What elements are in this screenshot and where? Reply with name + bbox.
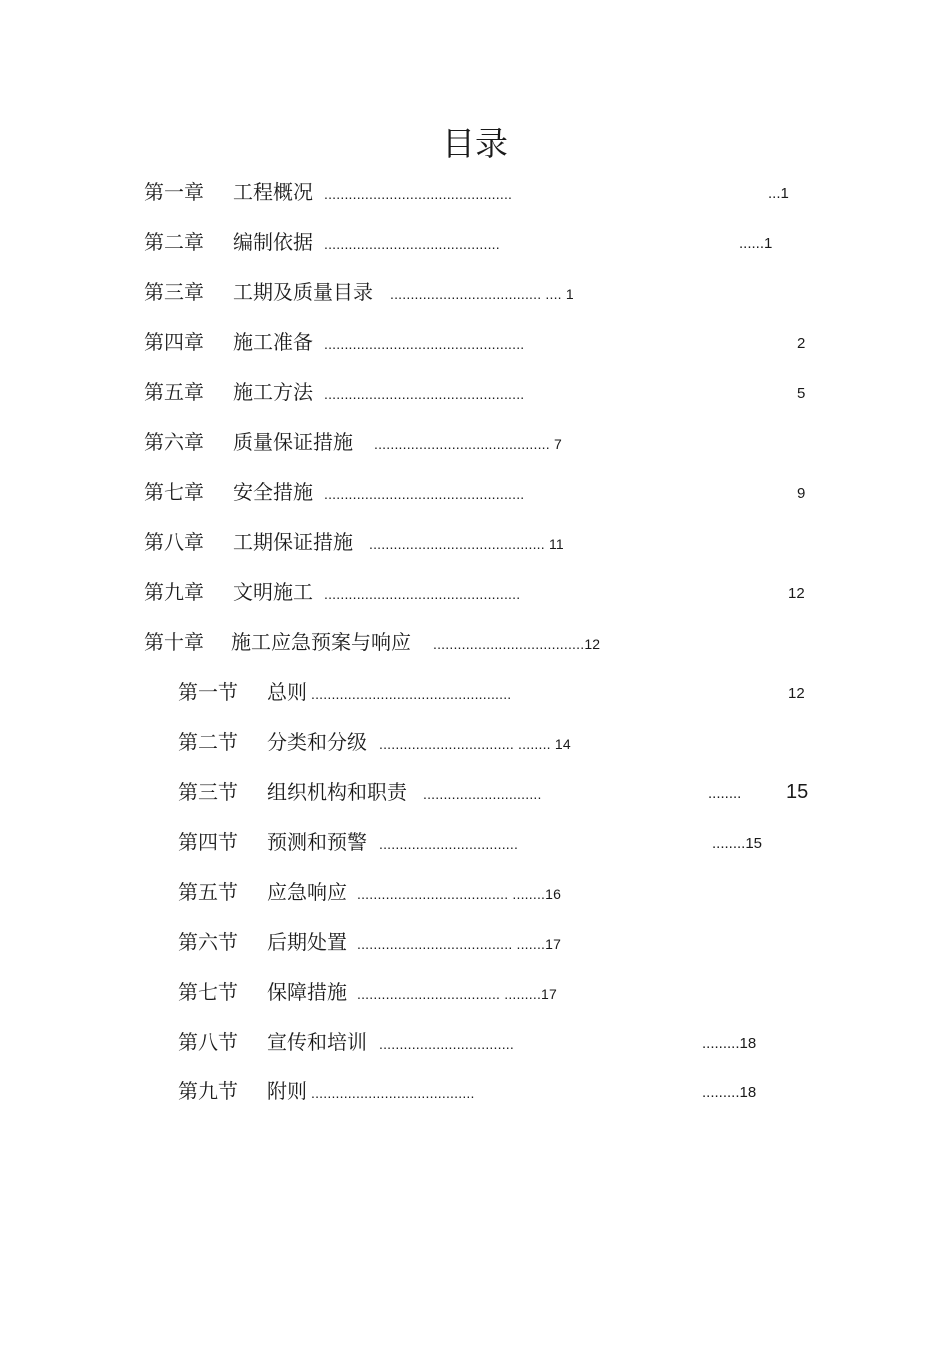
toc-entry-name: 工程概况: [233, 180, 313, 204]
toc-entry-11: [0, 677, 950, 707]
toc-entry-number: 第二节: [178, 730, 238, 754]
toc-entry-number: 第六节: [178, 930, 238, 954]
toc-entry-number: 第三节: [178, 780, 238, 804]
toc-entry-number: 第九章: [144, 580, 204, 604]
toc-entry-18: [0, 1027, 950, 1057]
toc-entry-dots: .....................................12: [433, 636, 601, 652]
toc-entry-number: 第六章: [144, 430, 204, 454]
toc-entry-number: 第八节: [178, 1030, 238, 1054]
toc-entry-dots: ..................................... .... 1: [390, 286, 574, 302]
toc-entry-10: [0, 627, 950, 657]
toc-entry-name: 组织机构和职责: [267, 780, 407, 804]
toc-entry-2: [0, 227, 950, 257]
toc-entry-6: [0, 427, 950, 457]
toc-entry-page: .........18: [702, 1035, 757, 1052]
toc-entry-number: 第四章: [144, 330, 204, 354]
toc-entry-name: 后期处置: [267, 930, 347, 954]
toc-entry-number: 第四节: [178, 830, 238, 854]
toc-entry-dots: ...................................... .......17: [357, 936, 562, 952]
toc-entry-dots: ........................................: [311, 1085, 475, 1101]
toc-entry-name: 分类和分级: [267, 730, 367, 754]
toc-entry-dots: ..............................................: [324, 186, 513, 202]
toc-entry-number: 第二章: [144, 230, 204, 254]
toc-entry-4: [0, 327, 950, 357]
toc-entry-name: 文明施工: [233, 580, 313, 604]
toc-entry-13: [0, 777, 950, 807]
toc-entry-name: 施工方法: [233, 380, 313, 404]
toc-entry-name: 安全措施: [233, 480, 313, 504]
toc-entry-dots-tail: ........: [708, 785, 742, 802]
toc-entry-number: 第五节: [178, 880, 238, 904]
toc-entry-7: [0, 477, 950, 507]
toc-entry-name: 保障措施: [267, 980, 347, 1004]
toc-entry-dots: ........................................... 11: [369, 536, 564, 552]
toc-entry-name: 总则: [267, 680, 307, 704]
toc-entry-name: 施工准备: [233, 330, 313, 354]
toc-entry-dots: .............................: [423, 786, 542, 802]
toc-entry-page: 15: [786, 781, 809, 803]
toc-entry-8: [0, 527, 950, 557]
toc-entry-dots: ................................................: [324, 586, 521, 602]
toc-entry-number: 第一节: [178, 680, 238, 704]
toc-entry-1: [0, 177, 950, 207]
toc-entry-17: [0, 977, 950, 1007]
toc-entry-number: 第三章: [144, 280, 204, 304]
toc-entry-name: 预测和预警: [267, 830, 367, 854]
toc-entry-number: 第十章: [144, 630, 204, 654]
toc-entry-12: [0, 727, 950, 757]
toc-entry-page: 2: [797, 335, 806, 352]
toc-entry-dots: .................................................: [324, 336, 525, 352]
toc-entry-name: 应急响应: [267, 880, 347, 904]
toc-entry-5: [0, 377, 950, 407]
toc-entry-page: 5: [797, 385, 806, 402]
toc-entry-page: 12: [788, 585, 805, 602]
toc-entry-number: 第一章: [144, 180, 204, 204]
toc-entry-name: 工期及质量目录: [233, 280, 373, 304]
toc-entry-15: [0, 877, 950, 907]
toc-entry-page: ........15: [712, 835, 763, 852]
toc-entry-page: 12: [788, 685, 805, 702]
toc-entry-page: 9: [797, 485, 806, 502]
toc-entry-name: 工期保证措施: [233, 530, 353, 554]
toc-entry-page: .........18: [702, 1084, 757, 1101]
toc-entry-9: [0, 577, 950, 607]
toc-entry-14: [0, 827, 950, 857]
toc-entry-number: 第五章: [144, 380, 204, 404]
toc-entry-dots: ........................................... 7: [374, 436, 562, 452]
toc-entry-dots: .................................................: [324, 486, 525, 502]
toc-entry-dots: ..................................: [379, 836, 519, 852]
toc-entry-number: 第八章: [144, 530, 204, 554]
toc-entry-name: 宣传和培训: [267, 1030, 367, 1054]
toc-entry-dots: .................................................: [324, 386, 525, 402]
toc-entry-name: 附则: [267, 1079, 307, 1103]
toc-entry-name: 质量保证措施: [233, 430, 353, 454]
toc-entry-name: 编制依据: [233, 230, 313, 254]
toc-entry-page: ......1: [739, 235, 773, 252]
toc-entry-dots: ..................................... ........16: [357, 886, 562, 902]
toc-entry-dots: .................................................: [311, 686, 512, 702]
toc-entry-dots: .................................: [379, 1036, 514, 1052]
toc-entry-number: 第九节: [178, 1079, 238, 1103]
toc-entry-dots: ...........................................: [324, 236, 500, 252]
toc-entry-dots: ................................... .........17: [357, 986, 558, 1002]
toc-entry-19: [0, 1076, 950, 1106]
toc-entry-page: ...1: [768, 185, 789, 202]
toc-entry-dots: ................................. ........ 14: [379, 736, 571, 752]
page-title: 目录: [442, 124, 508, 163]
toc-entry-number: 第七节: [178, 980, 238, 1004]
toc-entry-16: [0, 927, 950, 957]
toc-entry-number: 第七章: [144, 480, 204, 504]
toc-entry-name: 施工应急预案与响应: [231, 630, 411, 654]
toc-entry-3: [0, 277, 950, 307]
